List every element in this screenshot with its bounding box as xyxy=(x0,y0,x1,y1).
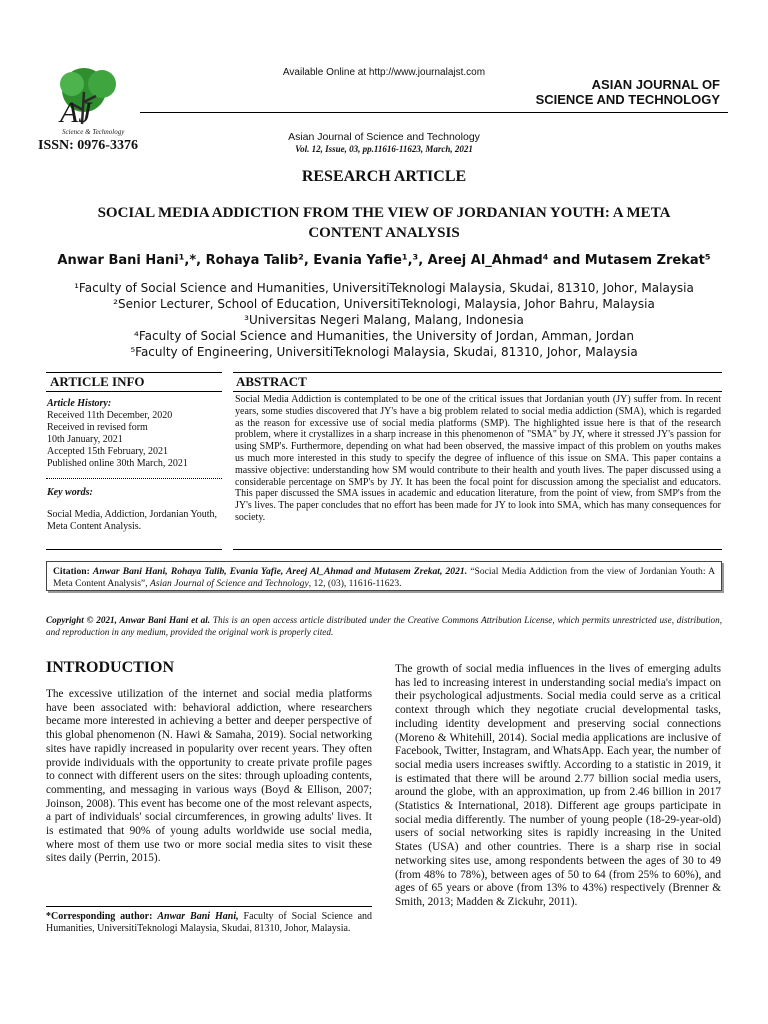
citation-label: Citation: xyxy=(53,566,90,577)
keywords-label: Key words: xyxy=(47,487,93,498)
introduction-heading: INTRODUCTION xyxy=(46,659,175,676)
journal-title: Asian Journal of Science and Technology xyxy=(288,131,480,143)
corresponding-label: *Corresponding author: xyxy=(46,911,153,922)
citation-rest: , 12, (03), 11616-11623. xyxy=(308,578,402,589)
corresponding-name: Anwar Bani Hani, xyxy=(157,911,239,922)
title-line1: SOCIAL MEDIA ADDICTION FROM THE VIEW OF JORDANIAN YOUTH: A META xyxy=(97,205,671,221)
citation-title: “Social Media Addiction from the view of Jordanian Youth: A Meta Content Analysis”, xyxy=(53,566,716,589)
affiliation: ²Senior Lecturer, School of Education, UniversitiTeknologi, Malaysia, Johor Bahru, Malaysia xyxy=(113,297,655,311)
citation-journal: Asian Journal of Science and Technology xyxy=(150,578,309,589)
info-divider xyxy=(46,478,222,479)
history-item: Accepted 15th February, 2021 xyxy=(47,446,168,457)
introduction-column-2 xyxy=(395,663,721,910)
affiliation: ⁵Faculty of Engineering, UniversitiTeknologi Malaysia, Skudai, 81310, Johor, Malaysia xyxy=(130,345,638,359)
authors: Anwar Bani Hani¹,*, Rohaya Talib², Evania Yafie¹,³, Areej Al_Ahmad⁴ and Mutasem Zrekat⁵ xyxy=(57,253,711,268)
history-item: Received 11th December, 2020 xyxy=(47,410,173,421)
affiliation: ³Universitas Negeri Malang, Malang, Indonesia xyxy=(244,313,524,327)
header-divider xyxy=(140,112,728,113)
journal-name-line1: ASIAN JOURNAL OF xyxy=(591,77,720,92)
footnote-rule xyxy=(46,906,372,907)
corresponding-author xyxy=(46,911,372,935)
article-info-heading: ARTICLE INFO xyxy=(50,374,145,389)
copyright-text: This is an open access article distributed under the Creative Commons Attribution License, which permits unrestricted use, distribution, and reproduction in any medium, provided the original work is properly cited. xyxy=(46,615,722,637)
svg-text:AJ: AJ xyxy=(60,96,92,129)
keywords xyxy=(47,487,222,533)
info-bottom-rule xyxy=(46,391,222,392)
journal-name xyxy=(536,77,720,107)
issn: ISSN: 0976-3376 xyxy=(38,138,138,153)
affiliation: ¹Faculty of Social Science and Humanities, UniversitiTeknologi Malaysia, Skudai, 81310, Johor, Malaysia xyxy=(74,281,694,295)
journal-name-line2: SCIENCE AND TECHNOLOGY xyxy=(535,92,720,107)
affiliations xyxy=(0,280,768,360)
introduction-column-1 xyxy=(46,688,372,866)
article-history xyxy=(47,398,222,470)
copyright xyxy=(46,614,722,638)
history-label: Article History: xyxy=(47,398,112,409)
history-item: 10th January, 2021 xyxy=(47,434,123,445)
keywords-text: Social Media, Addiction, Jordanian Youth, Meta Content Analysis. xyxy=(47,509,217,532)
info-end-rule xyxy=(46,549,222,550)
affiliation: ⁴Faculty of Social Science and Humanities, the University of Jordan, Amman, Jordan xyxy=(134,329,634,343)
article-type: RESEARCH ARTICLE xyxy=(301,168,467,185)
history-item: Received in revised form xyxy=(47,422,148,433)
history-item: Published online 30th March, 2021 xyxy=(47,458,188,469)
info-top-rule xyxy=(46,372,222,373)
copyright-bold: Copyright © 2021, Anwar Bani Hani et al. xyxy=(46,615,211,625)
intro-paragraph: The growth of social media influences in the lives of emerging adults has led to increasing interest in understanding social media's impact on their psychological adjustments. Social media could serve as a critical context through which they negotiate crucial developmental tasks, including identity development and preserving social connections (Moreno & Whitehill, 2014). Social media applications are inclusive of Facebook, Twitter, Instagram, and WhatsApp. Each year, the number of social media users increases swiftly. According to a statistic in 2019, it is estimated that there will be around 2.77 billion social media users, around the globe, with an approximation, up from 2.46 billion in 2017 (Statistics & International, 2018). Different age groups participate in social media differently. The number of young people (18-29-year-old) users of social networking sites is rapidly increasing in the United States (USA) and other countries. There is a sharp rise in social networking sites use, among respondents between the ages of 30 to 49 (from 48% to 78%), between ages of 50 to 64 (from 25% to 60%), and ages of 65 years or above (from 13% to 43%) respectively (Brenner & Smith, 2013; Madden & Zickuhr, 2011). xyxy=(395,663,721,908)
abstract-bottom-rule xyxy=(233,391,722,392)
article-title xyxy=(40,203,728,243)
citation-box xyxy=(46,561,722,591)
volume-info: Vol. 12, Issue, 03, pp.11616-11623, March, 2021 xyxy=(295,144,473,154)
abstract-text: Social Media Addiction is contemplated to be one of the critical issues that Jordanian youth (JY) suffer from. In recent years, some studies discovered that JY's have a big problem related to social media addiction (SMA), which is regarded as the reason for excessive use of social media platforms (SMP). The highlighted issue here is that of the research problem, where it crystallizes in a sharp increase in this phenomenon of "SMA" by JY, where it stressed JY's passion for using SMP's. Furthermore, depending on what had been observed, the massive impact of this problem on youths makes us much more interested in this study to specify the degree of influence of this issue on SMA. This paper contains a massive objective: understanding how SM would contribute to their health and youth lives. The paper discussed using a considerable percentage on SMP's by JY. It has been the focal point for discussion among the specialist and educators. This paper discussed the SMA issues in academic and education literature, from the point of view, from SMP's from the JY's lives. The paper concludes that no effort has been made for JY to look into SMA, which has many consequences for society. xyxy=(235,394,721,523)
title-line2: CONTENT ANALYSIS xyxy=(308,225,460,241)
abstract-top-rule xyxy=(233,372,722,373)
citation-authors: Anwar Bani Hani, Rohaya Talib, Evania Yafie, Areej Al_Ahmad and Mutasem Zrekat, 2021. xyxy=(92,566,468,577)
logo-text: Science & Technology xyxy=(62,128,125,136)
abstract-end-rule xyxy=(233,549,722,550)
corresponding-text: Faculty of Social Science and Humanities, UniversitiTeknologi Malaysia, Skudai, 81310, Johor, Malaysia. xyxy=(46,911,373,934)
intro-paragraph: The excessive utilization of the internet and social media platforms have been associated with: behavioral addiction, where researchers became more interested in achieving a better and deeper perspective of this global phenomenon (N. Hawi & Samaha, 2019). Social networking sites have rapidly increased in popularity over recent years. They often provide individuals with the opportunity to create private profile pages to connect with different users on the sites: through uploading contents, commenting, and messaging in various ways (Boyd & Ellison, 2007; Joinson, 2008). This event has become one of the most relevant aspects, a part of individuals' social circumferences, in growing adults' lives. It is estimated that 90% of young adults worldwide use social media, where most of them use two or more social media sites to visit these sites daily (Perrin, 2015). xyxy=(46,688,372,865)
available-online[interactable]: Available Online at http://www.journalajst.com xyxy=(282,67,486,78)
abstract-heading: ABSTRACT xyxy=(236,374,307,389)
